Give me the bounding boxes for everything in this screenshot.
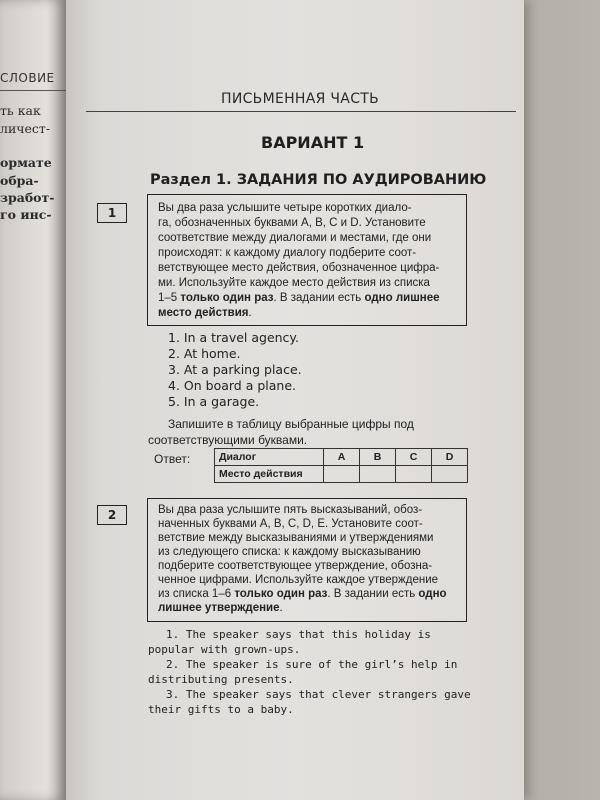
running-header: ПИСЬМЕННАЯ ЧАСТЬ: [221, 91, 380, 107]
option-item: 4. On board a plane.: [168, 378, 296, 393]
statement-line: popular with grown-ups.: [148, 643, 301, 656]
option-item: 5. In a garage.: [168, 394, 260, 409]
task-number-box: 2: [97, 505, 127, 525]
table-header-dialog: Диалог: [215, 449, 324, 466]
answer-cell[interactable]: [324, 466, 360, 483]
left-page-line: личест-: [0, 121, 51, 136]
answer-cell[interactable]: [396, 466, 432, 483]
table-letter: D: [432, 449, 468, 466]
table-letter: C: [396, 449, 432, 466]
instruction-line: наченных буквами A, B, C, D, E. Установите соот-: [158, 518, 423, 530]
table-instruction-line: соответствующими буквами.: [148, 433, 308, 447]
table-row-label: Место действия: [215, 466, 324, 483]
statement-line: their gifts to a baby.: [148, 703, 294, 716]
statement-line: distributing presents.: [148, 673, 294, 686]
left-page-line: ть как: [0, 103, 41, 118]
option-item: 2. At home.: [168, 346, 241, 361]
instruction-line: соответствие между диалогами и местами, где они: [158, 232, 432, 244]
table-instruction-line: Запишите в таблицу выбранные цифры под: [168, 417, 414, 431]
statement-line: 2. The speaker is sure of the girl’s help in: [166, 658, 458, 671]
header-rule: [86, 111, 516, 112]
left-page-line: ормате: [0, 155, 52, 170]
task1-instruction-box: [147, 194, 467, 326]
instruction-line: подберите соответствующее утверждение, обозна-: [158, 560, 433, 572]
instruction-line: га, обозначенных буквами A, B, C и D. Установите: [158, 217, 426, 229]
instruction-line: ченное цифрами. Используйте каждое утверждение: [158, 574, 439, 586]
left-page-header-rule: [0, 90, 66, 91]
left-page-line: го инс-: [0, 207, 52, 222]
instruction-line: происходят: к каждому диалогу подберите соот-: [158, 247, 417, 259]
instruction-line: из следующего списка: к каждому высказыванию: [158, 546, 421, 558]
statement-line: 1. The speaker says that this holiday is: [166, 628, 431, 641]
left-page-line: обра-: [0, 173, 39, 188]
answer-cell[interactable]: [360, 466, 396, 483]
option-item: 1. In a travel agency.: [168, 330, 300, 345]
answer-table: [214, 448, 468, 483]
answer-cell[interactable]: [432, 466, 468, 483]
left-page-line: зработ-: [0, 190, 55, 205]
instruction-line: Вы два раза услышите четыре коротких диало-: [158, 202, 412, 214]
answer-label: Ответ:: [154, 452, 191, 466]
task2-instruction-box: [147, 498, 467, 622]
instruction-line: ветствие между высказываниями и утверждениями: [158, 532, 434, 544]
left-page-edge: [0, 0, 66, 800]
table-letter: A: [324, 449, 360, 466]
instruction-line: из списка 1–6 только один раз. В задании есть одно: [158, 588, 447, 600]
book-page: [66, 0, 524, 800]
variant-title: ВАРИАНТ 1: [261, 133, 365, 152]
instruction-line: Вы два раза услышите пять высказываний, обоз-: [158, 504, 423, 516]
left-page-header: СЛОВИЕ: [0, 71, 55, 85]
instruction-line: 1–5 только один раз. В задании есть одно лишнее: [158, 292, 440, 304]
instruction-line: ветствующее место действия, обозначенное цифра-: [158, 262, 440, 274]
section-title: Раздел 1. ЗАДАНИЯ ПО АУДИРОВАНИЮ: [150, 172, 487, 188]
statement-line: 3. The speaker says that clever strangers gave: [166, 688, 471, 701]
table-letter: B: [360, 449, 396, 466]
instruction-line: лишнее утверждение.: [158, 602, 283, 614]
instruction-line: ми. Используйте каждое место действия из списка: [158, 277, 430, 289]
instruction-line: место действия.: [158, 307, 252, 319]
task-number-box: 1: [97, 203, 127, 223]
option-item: 3. At a parking place.: [168, 362, 302, 377]
